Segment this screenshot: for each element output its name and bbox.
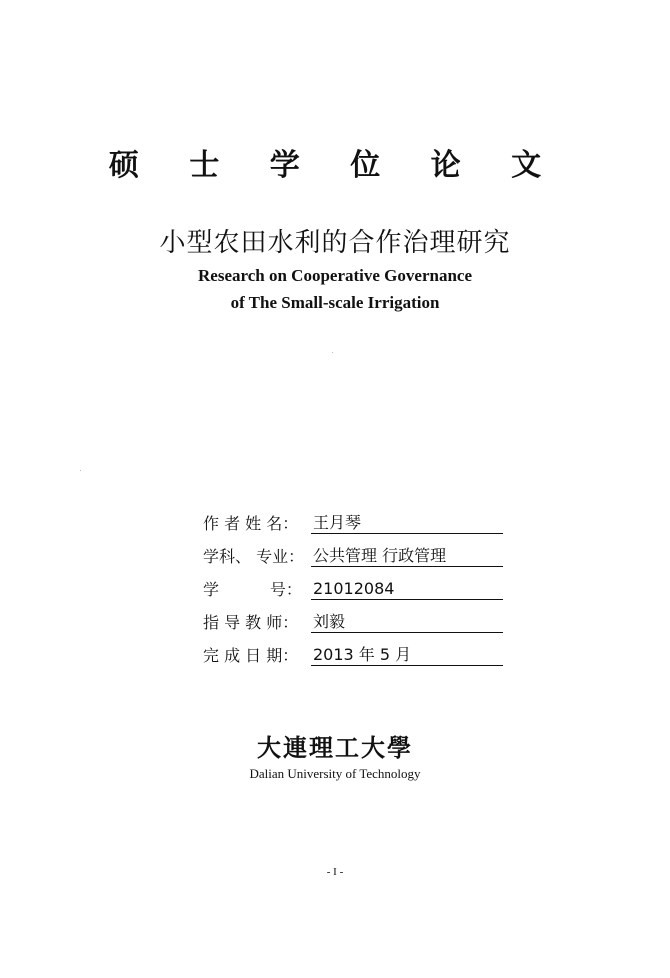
thesis-title-en-line2: of The Small-scale Irrigation xyxy=(230,293,440,312)
page-number: - I - xyxy=(326,866,344,878)
info-row-author xyxy=(203,510,503,534)
scan-speck xyxy=(332,352,333,353)
thesis-title-en-line1: Research on Cooperative Governance xyxy=(198,266,472,285)
student-id-value: 21012084 xyxy=(311,579,503,600)
info-row-major xyxy=(203,543,503,567)
university-name-en: Dalian University of Technology xyxy=(249,766,421,781)
info-row-advisor xyxy=(203,609,503,633)
advisor-label: 指 导 教 师： xyxy=(203,613,299,632)
university-name-cn: 大連理工大學 xyxy=(257,733,413,762)
major-value: 公共管理 行政管理 xyxy=(311,546,503,567)
info-row-date xyxy=(203,642,503,666)
author-label: 作 者 姓 名： xyxy=(203,514,299,533)
advisor-value: 刘毅 xyxy=(311,612,503,633)
major-label: 学科、 专业： xyxy=(203,547,305,566)
date-label: 完 成 日 期： xyxy=(203,646,299,665)
author-value: 王月琴 xyxy=(311,513,503,534)
info-row-student-id xyxy=(203,576,503,600)
thesis-title-cn: 小型农田水利的合作治理研究 xyxy=(159,228,511,258)
date-value: 2013 年 5 月 xyxy=(311,645,503,666)
scan-speck xyxy=(80,470,81,471)
degree-heading: 硕 士 学 位 论 文 xyxy=(108,148,562,183)
student-id-label: 学 号： xyxy=(203,580,302,599)
